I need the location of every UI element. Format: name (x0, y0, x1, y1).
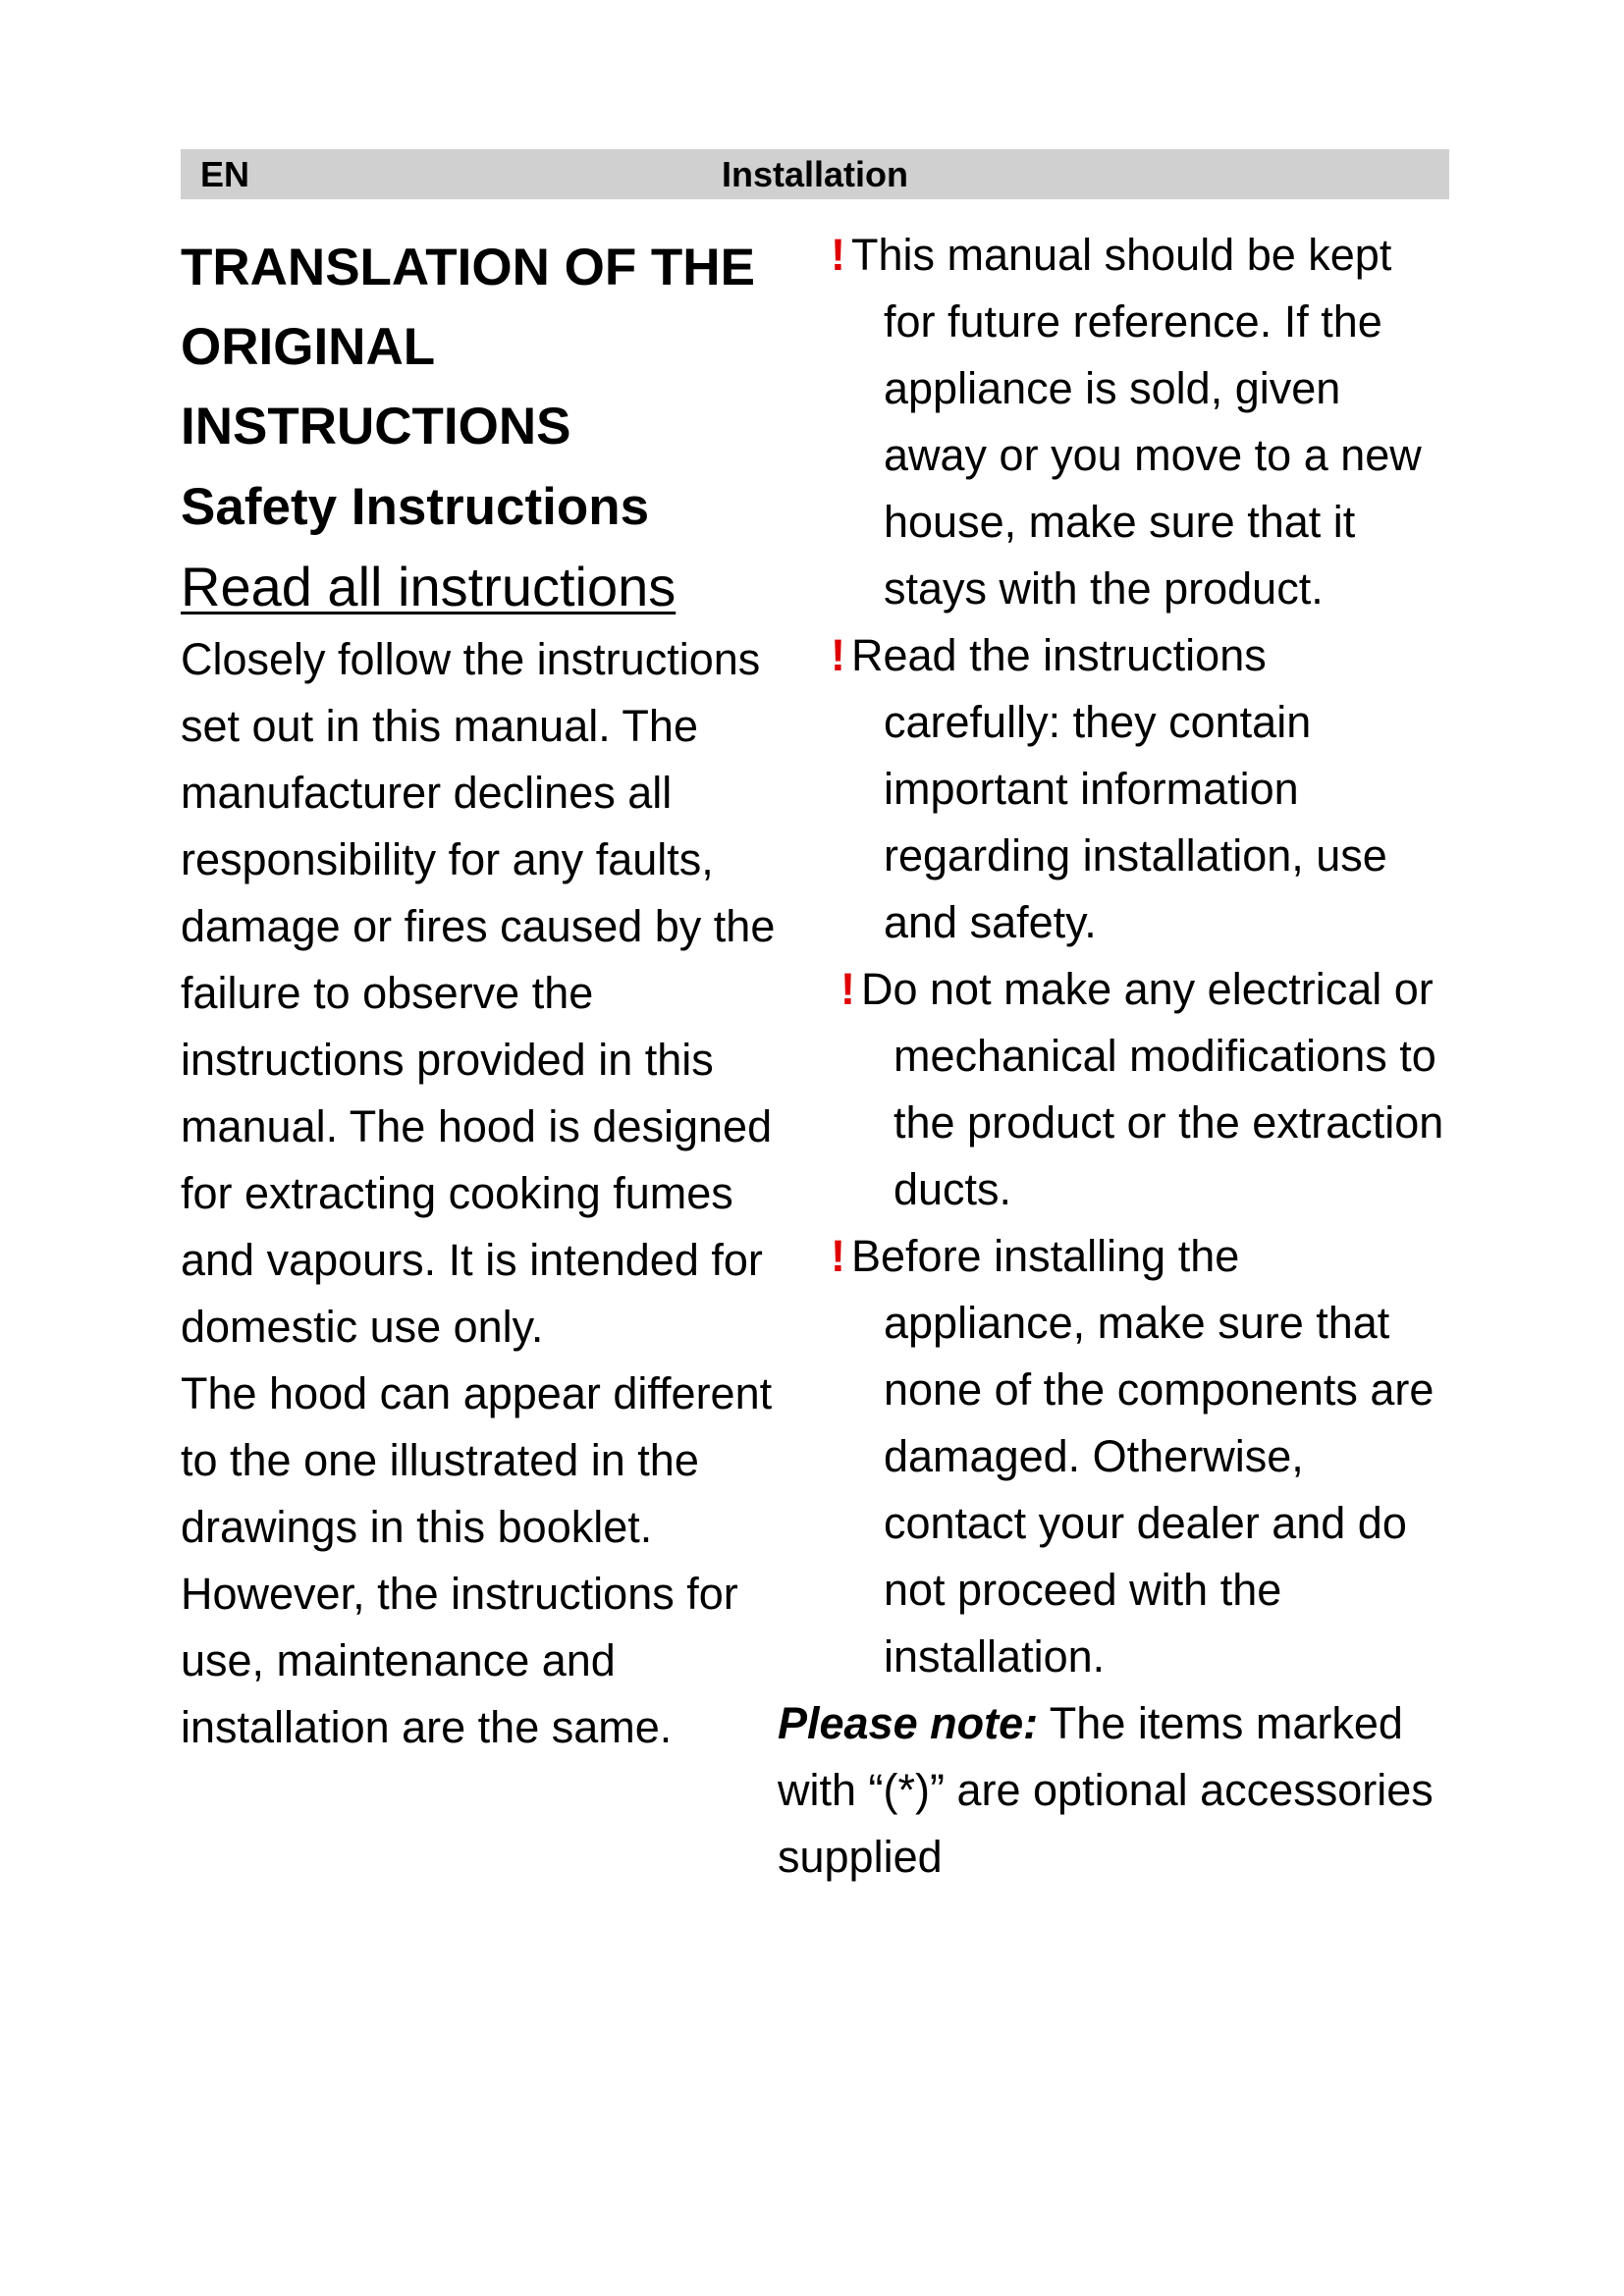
please-note-label: Please note: (778, 1698, 1039, 1748)
note-check-components (831, 1223, 1449, 1690)
header-bar (181, 149, 1449, 199)
warning-icon: ! (831, 630, 845, 680)
warning-icon: ! (840, 964, 855, 1014)
please-note-text: The items marked with “(*)” are optional accessories supplied (778, 1698, 1434, 1882)
note-read-carefully (831, 622, 1449, 956)
warning-icon: ! (831, 230, 845, 280)
language-code: EN (200, 154, 250, 194)
note-text: This manual should be kept for future reference. If the appliance is sold, given away or you move to a new house, make sure that it stays with the product. (851, 230, 1422, 614)
warning-icon: ! (831, 1231, 845, 1281)
left-column (181, 228, 809, 1761)
section-title: Installation (721, 154, 909, 194)
note-text: Before installing the appliance, make sure that none of the components are damaged. Otherwise, contact your dealer and do not proceed with the installation. (851, 1231, 1435, 1682)
safety-heading: Safety Instructions (181, 478, 650, 536)
document-title: TRANSLATION OF THE ORIGINAL INSTRUCTIONS (181, 239, 755, 455)
read-all-heading: Read all instructions (181, 556, 677, 617)
please-note (778, 1690, 1449, 1891)
instructions-paragraph: Closely follow the instructions set out in this manual. The manufacturer declines all responsibility for any faults, damage or fires caused by the failure to observe the instructions provided in this manual. The hood is designed for extracting cooking fumes and vapours. It is intended for domestic use only. (181, 634, 776, 1352)
note-text: Read the instructions carefully: they contain important information regarding installation, use and safety. (851, 630, 1387, 947)
right-column (778, 222, 1449, 1891)
note-keep-manual (831, 222, 1449, 622)
note-no-modifications (831, 956, 1449, 1223)
appearance-paragraph: The hood can appear different to the one illustrated in the drawings in this booklet. However, the instructions for use, maintenance and installation are the same. (181, 1368, 773, 1752)
note-text: Do not make any electrical or mechanical modifications to the product or the extraction ducts. (861, 964, 1444, 1214)
